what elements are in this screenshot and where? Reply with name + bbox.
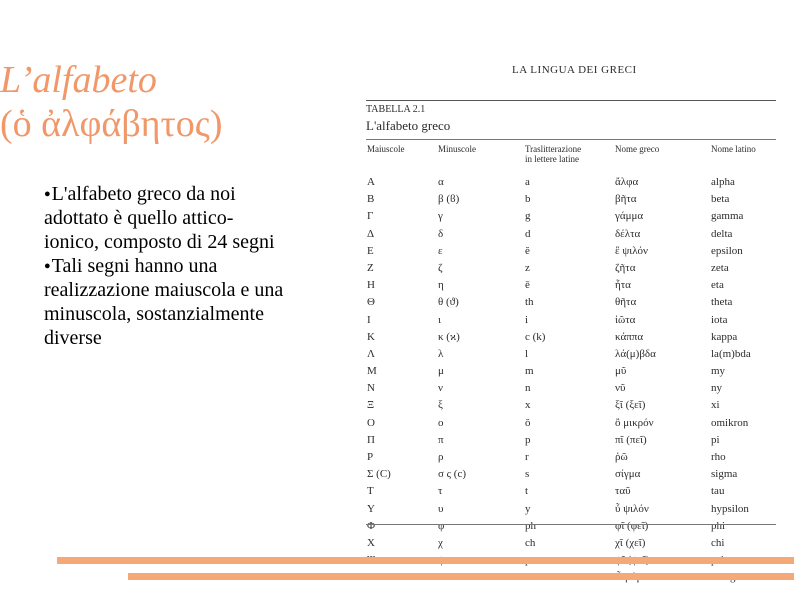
bullet-dot-icon: ● [44, 260, 51, 272]
cell-uppercase: Δ [367, 227, 375, 240]
cell-transliteration: t [525, 485, 529, 498]
cell-uppercase: Π [367, 433, 375, 446]
bullet-dot-icon: ● [44, 188, 51, 200]
table-row [364, 501, 784, 518]
cell-greek-name: δέλτα [615, 227, 641, 240]
cell-lowercase: β (ϐ) [438, 193, 460, 206]
cell-uppercase: Ο [367, 416, 375, 429]
cell-uppercase: Τ [367, 485, 374, 498]
cell-uppercase: Χ [367, 536, 375, 549]
cell-greek-name: ἰῶτα [615, 313, 636, 326]
cell-lowercase: υ [438, 502, 444, 515]
table-row [364, 380, 784, 397]
bullet-item [44, 182, 284, 254]
decorative-bar-top [57, 557, 794, 564]
bullet-text: Tali segni hanno una realizzazione maiuscola e una minuscola, sostanzialmente diverse [44, 255, 284, 349]
cell-transliteration: n [525, 382, 531, 395]
cell-uppercase: Β [367, 193, 375, 206]
cell-latin-name: omikron [711, 416, 749, 429]
cell-latin-name: chi [711, 536, 725, 549]
table-row [364, 294, 784, 311]
bullet-text: L'alfabeto greco da noi adottato è quello attico-ionico, composto di 24 segni [44, 183, 275, 253]
cell-latin-name: my [711, 365, 726, 378]
cell-latin-name: alpha [711, 176, 735, 188]
cell-latin-name: beta [711, 193, 730, 206]
cell-transliteration: th [525, 296, 534, 309]
table-row [364, 346, 784, 363]
cell-uppercase: Ι [367, 313, 371, 326]
cell-latin-name: iota [711, 313, 728, 326]
cell-greek-name: θῆτα [615, 296, 637, 309]
cell-lowercase: γ [438, 210, 443, 223]
cell-latin-name: eta [711, 279, 724, 292]
cell-transliteration: a [525, 176, 530, 188]
cell-uppercase: Θ [367, 296, 375, 309]
cell-transliteration: y [525, 502, 531, 515]
cell-lowercase: ν [438, 382, 443, 395]
cell-transliteration: m [525, 365, 534, 378]
cell-greek-name: ῥῶ [615, 451, 628, 463]
column-header-uppercase: Maiuscole [367, 144, 405, 154]
cell-transliteration: r [525, 451, 529, 463]
bullet-item [44, 254, 284, 350]
table-row [364, 518, 784, 535]
table-row [364, 208, 784, 225]
cell-greek-name: ἦτα [615, 279, 631, 292]
cell-transliteration: ē [525, 279, 530, 292]
cell-greek-name: λά(μ)βδα [615, 347, 656, 360]
cell-transliteration: z [525, 261, 530, 274]
table-row [364, 312, 784, 329]
scanned-alphabet-table [364, 62, 784, 549]
cell-latin-name: rho [711, 451, 726, 463]
table-row [364, 243, 784, 260]
cell-greek-name: ὂ μικρόν [615, 416, 654, 429]
table-row [364, 277, 784, 294]
column-header-lowercase: Minuscole [438, 144, 476, 154]
table-row [364, 260, 784, 277]
cell-lowercase: θ (ϑ) [438, 296, 459, 309]
table-row [364, 397, 784, 414]
cell-uppercase: Ζ [367, 261, 374, 274]
table-row [364, 483, 784, 500]
cell-latin-name: sigma [711, 468, 738, 481]
cell-transliteration: g [525, 210, 531, 223]
cell-greek-name: γάμμα [615, 210, 644, 223]
cell-greek-name: ταῦ [615, 485, 631, 498]
table-row [364, 174, 784, 191]
cell-latin-name: epsilon [711, 244, 743, 257]
table-row [364, 191, 784, 208]
cell-uppercase: Α [367, 176, 375, 188]
cell-transliteration: x [525, 399, 531, 412]
title-line-greek: (ὁ ἀλφάβητος) [0, 103, 223, 145]
cell-latin-name: kappa [711, 330, 738, 343]
cell-greek-name: νῦ [615, 382, 626, 395]
cell-greek-name: φῖ (φεῖ) [615, 519, 649, 532]
table-row [364, 449, 784, 466]
cell-uppercase: Φ [367, 519, 376, 532]
cell-lowercase: φ [438, 519, 445, 532]
cell-lowercase: ο [438, 416, 444, 429]
column-header-transliteration: Traslitterazione in lettere latine [525, 144, 582, 164]
cell-greek-name: κάππα [615, 330, 644, 343]
cell-uppercase: Ξ [367, 399, 375, 412]
cell-greek-name: ζῆτα [615, 261, 636, 274]
cell-latin-name: xi [711, 399, 720, 412]
cell-transliteration: b [525, 193, 531, 206]
decorative-bar-bottom [128, 573, 794, 580]
cell-greek-name: πῖ (πεῖ) [615, 433, 647, 446]
cell-lowercase: σ ς (c) [438, 468, 466, 481]
cell-transliteration: ŏ [525, 416, 531, 429]
cell-uppercase: Η [367, 279, 375, 292]
column-header-greek-name: Nome greco [615, 144, 660, 154]
cell-greek-name: ξῖ (ξεῖ) [615, 399, 646, 412]
cell-transliteration: ĕ [525, 244, 530, 257]
table-row [364, 329, 784, 346]
cell-uppercase: Λ [367, 347, 375, 360]
cell-latin-name: hypsilon [711, 502, 749, 515]
cell-transliteration: d [525, 227, 531, 240]
cell-latin-name: la(m)bda [711, 347, 751, 360]
cell-uppercase: Ρ [367, 451, 374, 463]
title-line-latin: L’alfabeto [0, 59, 157, 101]
table-row [364, 466, 784, 483]
cell-transliteration: ch [525, 536, 536, 549]
book-running-header: LA LINGUA DEI GRECI [512, 64, 637, 76]
cell-latin-name: tau [711, 485, 725, 498]
slide-title [0, 58, 223, 146]
cell-uppercase: Σ (C) [367, 468, 391, 481]
cell-latin-name: theta [711, 296, 733, 309]
cell-uppercase: Γ [367, 210, 374, 223]
cell-latin-name: phi [711, 519, 726, 532]
cell-latin-name: zeta [711, 261, 729, 274]
cell-transliteration: p [525, 433, 531, 446]
table-bottom-rule [366, 524, 776, 525]
cell-uppercase: Υ [367, 502, 375, 515]
cell-lowercase: τ [438, 485, 443, 498]
table-row [364, 415, 784, 432]
cell-latin-name: ny [711, 382, 722, 395]
cell-latin-name: delta [711, 227, 733, 240]
cell-lowercase: ζ [438, 261, 443, 274]
cell-greek-name: ὖ ψιλόν [615, 502, 649, 515]
cell-lowercase: κ (ϰ) [438, 330, 460, 343]
cell-lowercase: η [438, 279, 444, 292]
column-header-latin-name: Nome latino [711, 144, 756, 154]
table-row [364, 363, 784, 380]
cell-transliteration: ph [525, 519, 536, 532]
cell-lowercase: λ [438, 347, 444, 360]
table-row [364, 226, 784, 243]
cell-lowercase: ξ [438, 399, 443, 412]
cell-lowercase: μ [438, 365, 444, 378]
table-header-rule [366, 139, 776, 140]
table-row [364, 535, 784, 552]
cell-uppercase: Κ [367, 330, 375, 343]
cell-transliteration: s [525, 468, 530, 481]
cell-uppercase: Μ [367, 365, 377, 378]
cell-latin-name: gamma [711, 210, 744, 223]
cell-lowercase: ρ [438, 451, 444, 463]
cell-transliteration: c (k) [525, 330, 546, 343]
cell-greek-name: σίγμα [615, 468, 641, 481]
table-row [364, 432, 784, 449]
cell-lowercase: α [438, 176, 444, 188]
cell-uppercase: Ν [367, 382, 375, 395]
cell-transliteration: i [525, 313, 529, 326]
cell-latin-name: pi [711, 433, 720, 446]
cell-greek-name: ἄλφα [615, 176, 639, 188]
cell-greek-name: ἒ ψιλόν [615, 244, 649, 257]
cell-greek-name: χῖ (χεῖ) [615, 536, 646, 549]
bullet-list [44, 182, 284, 350]
cell-uppercase: Ε [367, 244, 374, 257]
cell-lowercase: δ [438, 227, 444, 240]
cell-lowercase: ι [438, 313, 441, 326]
cell-greek-name: μῦ [615, 365, 627, 378]
cell-greek-name: βῆτα [615, 193, 637, 206]
table-label: TABELLA 2.1 [366, 104, 426, 115]
cell-transliteration: l [525, 347, 529, 360]
cell-lowercase: χ [438, 536, 443, 549]
table-title: L'alfabeto greco [366, 118, 451, 133]
table-top-rule [366, 100, 776, 101]
cell-lowercase: π [438, 433, 444, 446]
cell-lowercase: ε [438, 244, 443, 257]
